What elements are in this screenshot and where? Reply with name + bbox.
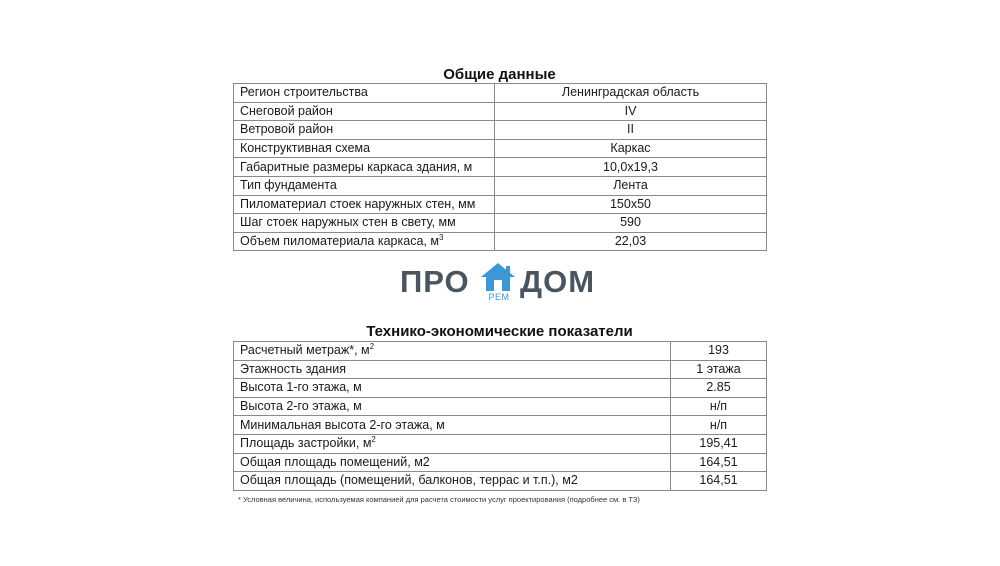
row-value: 193 <box>671 342 767 361</box>
table-row <box>234 176 767 195</box>
row-value: 2.85 <box>671 379 767 398</box>
row-label: Расчетный метраж*, $м^2$ <box>234 342 671 361</box>
row-value: 195,41 <box>671 434 767 453</box>
table-row <box>234 102 767 121</box>
table-row <box>234 379 767 398</box>
table-row <box>234 342 767 361</box>
row-value: 590 <box>495 214 767 233</box>
row-label: Тип фундамента <box>234 176 495 195</box>
row-value: II <box>495 121 767 140</box>
row-label: Шаг стоек наружных стен в свету, мм <box>234 214 495 233</box>
house-icon <box>480 262 516 294</box>
row-value: 164,51 <box>671 453 767 472</box>
company-logo <box>400 262 600 306</box>
row-label: Габаритные размеры каркаса здания, м <box>234 158 495 177</box>
table-row <box>234 453 767 472</box>
row-label: Высота 1-го этажа, м <box>234 379 671 398</box>
row-label: Снеговой район <box>234 102 495 121</box>
row-value: IV <box>495 102 767 121</box>
row-value: 164,51 <box>671 472 767 491</box>
superscript: 2 <box>371 435 376 445</box>
logo-subtext: РЕМ <box>488 292 510 302</box>
row-value: 150х50 <box>495 195 767 214</box>
row-value: Каркас <box>495 139 767 158</box>
row-label: Пиломатериал стоек наружных стен, мм <box>234 195 495 214</box>
tech-indicators-title: Технико-экономические показатели <box>366 323 633 340</box>
table-row <box>234 84 767 103</box>
tech-indicators-table <box>233 341 767 491</box>
table-row <box>234 416 767 435</box>
table-row <box>234 434 767 453</box>
row-value: н/п <box>671 397 767 416</box>
row-label: Общая площадь помещений, м2 <box>234 453 671 472</box>
row-label: Этажность здания <box>234 360 671 379</box>
logo-text-right: ДОМ <box>520 264 596 299</box>
row-label: Ветровой район <box>234 121 495 140</box>
table-row <box>234 214 767 233</box>
row-value: Лента <box>495 176 767 195</box>
row-label: Конструктивная схема <box>234 139 495 158</box>
row-value: 1 этажа <box>671 360 767 379</box>
row-value: 10,0х19,3 <box>495 158 767 177</box>
table-row <box>234 397 767 416</box>
row-label: Высота 2-го этажа, м <box>234 397 671 416</box>
row-label: Объем пиломатериала каркаса, $м^3$ <box>234 232 495 251</box>
general-data-title: Общие данные <box>443 66 556 83</box>
table-row <box>234 158 767 177</box>
table-row <box>234 232 767 251</box>
table-row <box>234 360 767 379</box>
row-value: 22,03 <box>495 232 767 251</box>
row-label: Общая площадь (помещений, балконов, террас и т.п.), м2 <box>234 472 671 491</box>
general-data-table <box>233 83 767 251</box>
row-value: н/п <box>671 416 767 435</box>
table-row <box>234 195 767 214</box>
superscript: 2 <box>369 342 375 352</box>
footnote: * Условная величина, используемая компанией для расчета стоимости услуг проектирования (подробнее см. в ТЗ) <box>238 495 640 504</box>
row-value: Ленинградская область <box>495 84 767 103</box>
row-label: Площадь застройки, $м^2$ <box>234 434 671 453</box>
superscript: 3 <box>438 233 444 243</box>
table-row <box>234 121 767 140</box>
table-row <box>234 139 767 158</box>
row-label: Регион строительства <box>234 84 495 103</box>
row-label: Минимальная высота 2-го этажа, м <box>234 416 671 435</box>
table-row <box>234 472 767 491</box>
logo-text-left: ПРО <box>400 264 470 299</box>
